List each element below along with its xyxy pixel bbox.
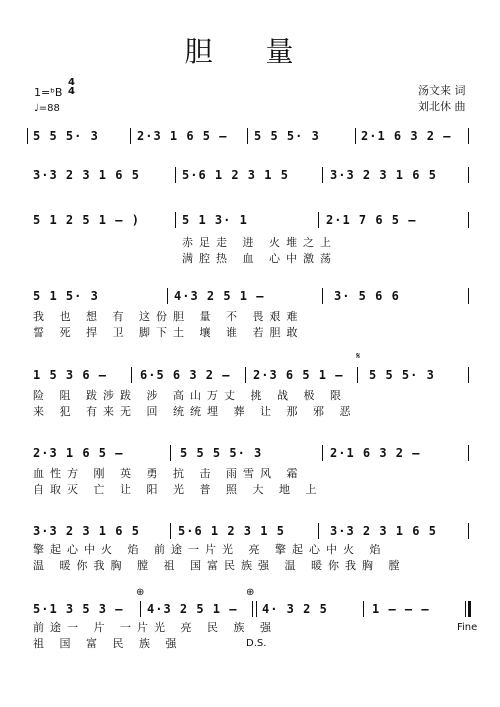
barline [170, 445, 171, 461]
time-signature: 4 4 [68, 77, 75, 97]
coda-icon: ⊕ [136, 587, 145, 598]
ds-mark: D.S. [246, 638, 267, 649]
lyric-line-2: 温 暖你我胸 膛 祖 国富民族强 温 暖你我胸 膛 [33, 559, 406, 572]
measure: 3·3 2 3 1 6 5 [330, 168, 437, 182]
measure: 4·3 2 5 1 – [147, 602, 238, 616]
barline [468, 367, 469, 383]
barline [465, 601, 466, 617]
measure: 2·3 1 6 5 – [33, 446, 124, 460]
measure: 5·6 1 2 3 1 5 [178, 524, 285, 538]
measure: 5·6 1 2 3 1 5 [182, 168, 289, 182]
barline [318, 212, 319, 228]
lyric-line-2: 满腔热 血 心中激荡 [182, 252, 337, 265]
barline [468, 523, 469, 539]
barline [131, 367, 132, 383]
measure: 5 1 5· 3 [33, 289, 99, 303]
lyric-line-1: 赤足走 进 火堆之上 [182, 236, 337, 249]
barline [247, 128, 248, 144]
barline [322, 167, 323, 183]
barline [355, 128, 356, 144]
lyric-line-1: 血性方 刚 英 勇 抗 击 雨雪风 霜 [33, 467, 304, 480]
measure: 1 5 3 6 – [33, 368, 108, 382]
coda-icon: ⊕ [246, 587, 255, 598]
lyric-line-1: 擎起心中火 焰 前途一片光 亮 擎起心中火 焰 [33, 543, 387, 556]
fine-mark: Fine [457, 622, 478, 633]
measure: 3·3 2 3 1 6 5 [33, 524, 140, 538]
barline [167, 288, 168, 304]
measure: 3·3 2 3 1 6 5 [33, 168, 140, 182]
barline [175, 212, 176, 228]
measure: 3· 5 6 6 [334, 289, 400, 303]
page-title: 胆 量 [184, 35, 316, 68]
barline [27, 128, 28, 144]
measure: 2·1 7 6 5 – [326, 213, 417, 227]
key-signature: 1=ᵇB [34, 86, 63, 99]
barline [322, 288, 323, 304]
measure: 2·3 1 6 5 – [137, 129, 228, 143]
measure: 5 1 2 5 1 – ) [33, 213, 140, 227]
measure: 5 5 5· 3 [33, 129, 99, 143]
measure: 5·1 3 5 3 – [33, 602, 124, 616]
barline [256, 601, 257, 617]
measure: 5 5 5· 3 [254, 129, 320, 143]
barline [468, 128, 469, 144]
barline [130, 128, 131, 144]
barline [468, 445, 469, 461]
barline [170, 523, 171, 539]
measure: 4·3 2 5 1 – [174, 289, 265, 303]
lyric-line-1: 前途一 片 一片光 亮 民 族 强 [33, 621, 277, 634]
measure: 2·1 6 3 2 – [361, 129, 452, 143]
barline [322, 445, 323, 461]
measure: 2·3 6 5 1 – [253, 368, 344, 382]
final-barline [468, 601, 471, 617]
barline [175, 167, 176, 183]
barline [245, 367, 246, 383]
lyric-line-2: 来 犯 有来无 回 统统埋 葬 让 那 邪 恶 [33, 405, 357, 418]
measure: 2·1 6 3 2 – [330, 446, 421, 460]
composer-credit: 刘北休 曲 [418, 100, 466, 113]
measure: 1 – – – [372, 602, 430, 616]
barline [363, 601, 364, 617]
lyric-line-2: 誓 死 捍 卫 脚下土 壤 谁 若胆敢 [33, 326, 304, 339]
measure: 3·3 2 3 1 6 5 [330, 524, 437, 538]
barline [357, 367, 358, 383]
segno-icon: 𝄋 [356, 351, 361, 362]
barline [318, 523, 319, 539]
measure: 5 5 5 5· 3 [180, 446, 263, 460]
barline [468, 167, 469, 183]
barline [468, 288, 469, 304]
lyric-line-2: 祖 国 富 民 族 强 [33, 637, 183, 650]
lyric-line-1: 我 也 想 有 这份胆 量 不 畏艰难 [33, 310, 304, 323]
barline [252, 601, 253, 617]
measure: 5 1 3· 1 [182, 213, 248, 227]
measure: 6·5 6 3 2 – [140, 368, 231, 382]
measure: 5 5 5· 3 [369, 368, 435, 382]
barline [140, 601, 141, 617]
barline [468, 212, 469, 228]
tempo-mark: ♩=88 [34, 103, 60, 114]
lyricist-credit: 汤文来 词 [418, 84, 466, 97]
lyric-line-2: 自取灭 亡 让 阳 光 普 照 大 地 上 [33, 483, 323, 496]
measure: 4· 3 2 5 [262, 602, 328, 616]
lyric-line-1: 险 阻 跋涉跋 涉 高山万丈 挑 战 极 限 [33, 389, 347, 402]
